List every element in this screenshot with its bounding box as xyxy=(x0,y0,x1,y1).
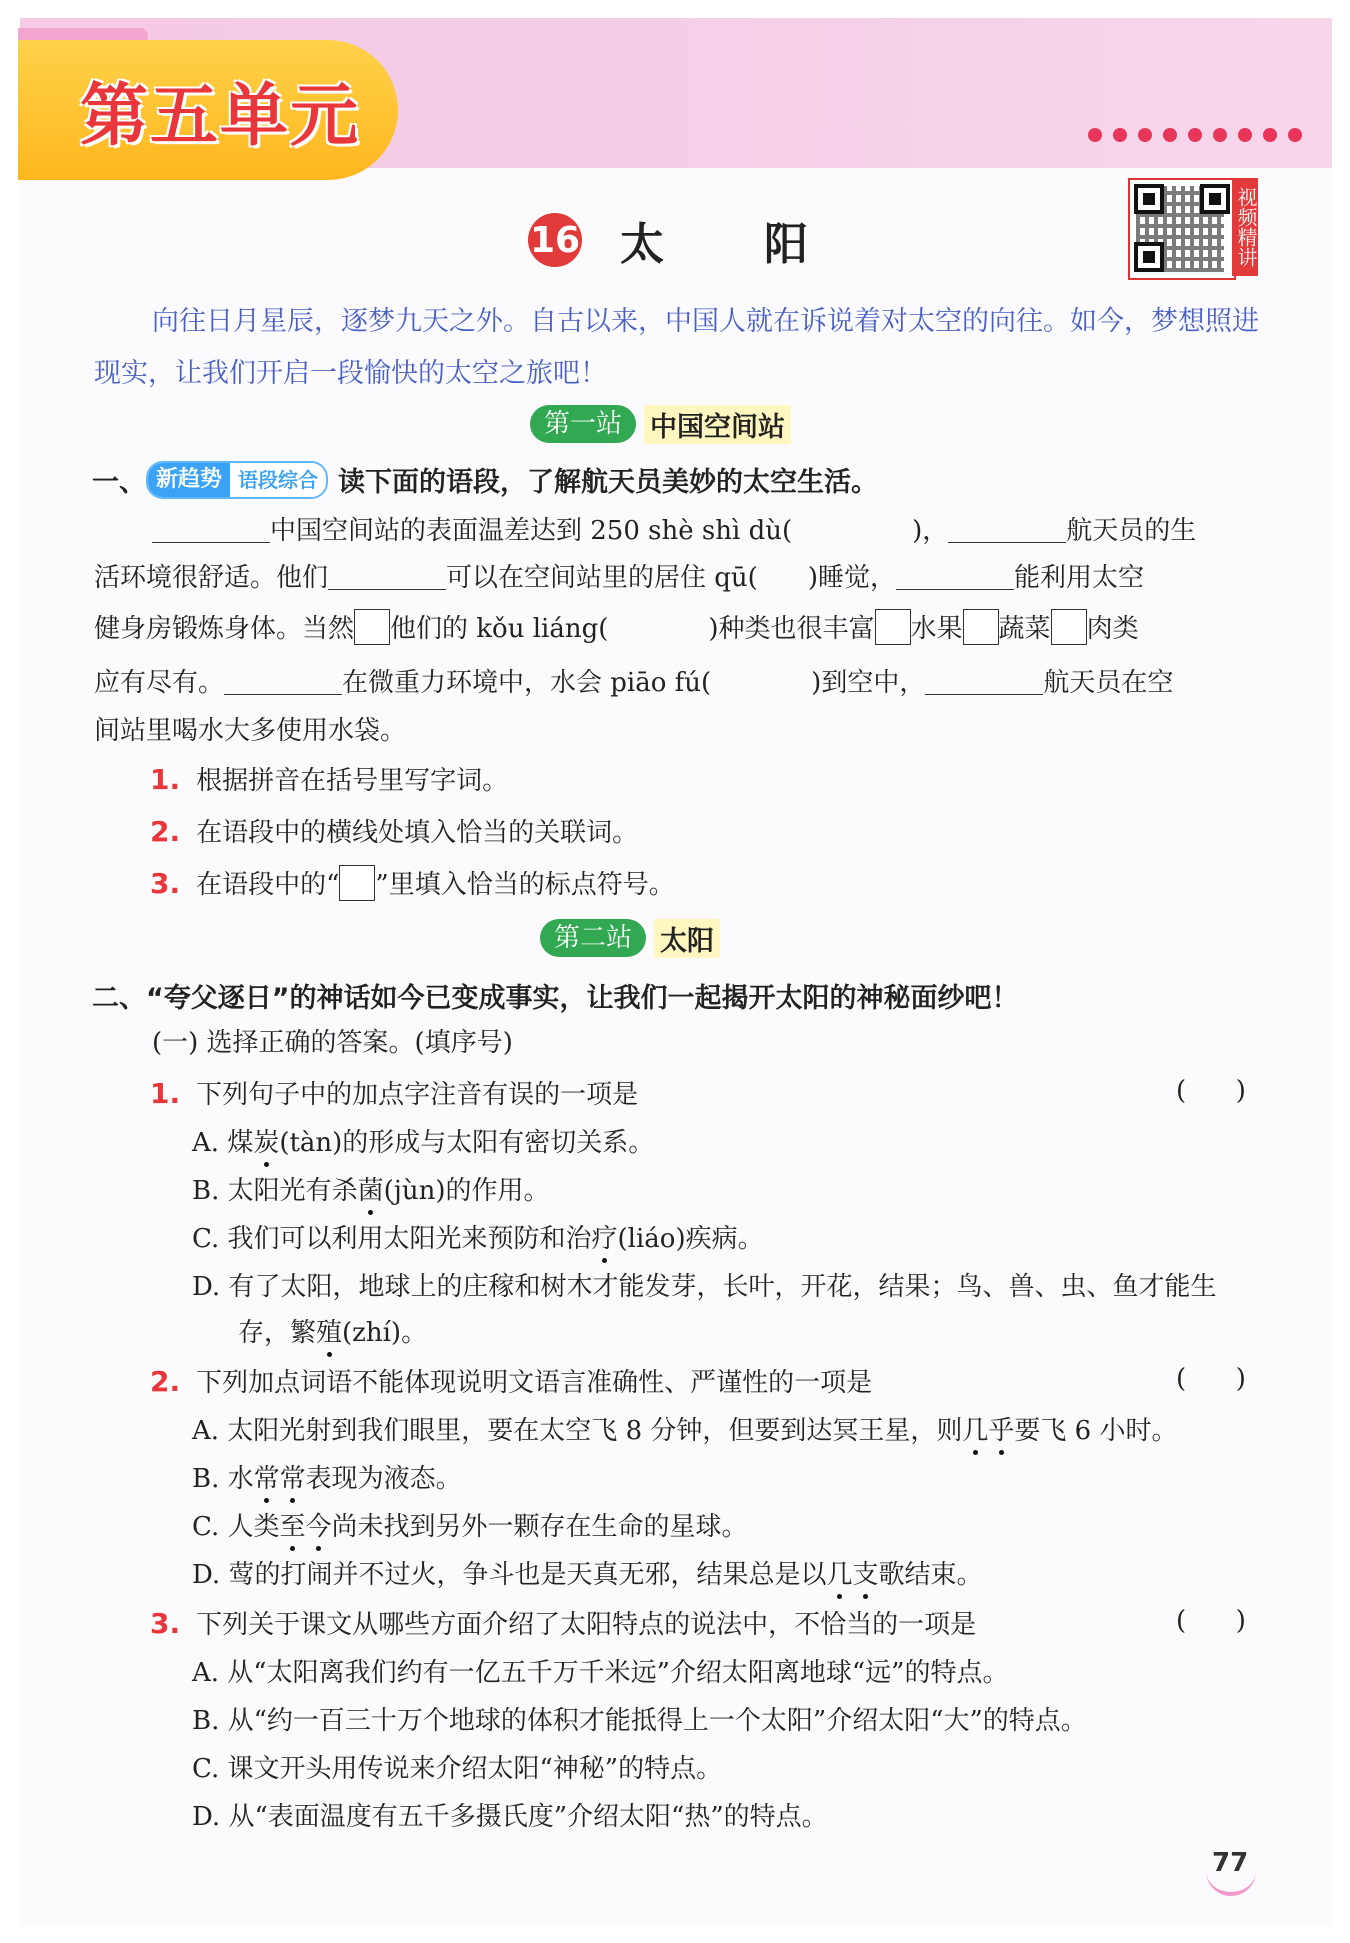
option-1b[interactable]: B. 太阳光有杀菌(jùn)的作用。 xyxy=(192,1176,550,1206)
trend-tag-sub: 语段综合 xyxy=(230,463,326,497)
punctuation-box[interactable] xyxy=(963,609,999,645)
option-2a[interactable]: A. 太阳光射到我们眼里，要在太空飞 8 分钟，但要到达冥王星，则几乎要飞 6 小时。 xyxy=(192,1416,1178,1446)
mc-number: 1. xyxy=(150,1077,181,1110)
mc-number: 3. xyxy=(150,1607,181,1640)
sub-number: 3. xyxy=(150,867,181,900)
question-2-text: “夸父逐日”的神话如今已变成事实，让我们一起揭开太阳的神秘面纱吧！ xyxy=(146,983,1019,1014)
qr-label: 视频精讲 xyxy=(1232,178,1258,276)
option-3b[interactable]: B. 从“约一百三十万个地球的体积才能抵得上一个太阳”介绍太阳“大”的特点。 xyxy=(192,1706,1087,1736)
sub-number: 1. xyxy=(150,763,181,796)
option-2b[interactable]: B. 水常常表现为液态。 xyxy=(192,1464,462,1494)
passage-text: 水果 xyxy=(910,614,963,644)
option-3a[interactable]: A. 从“太阳离我们约有一亿五千万千米远”介绍太阳离地球“远”的特点。 xyxy=(192,1658,1009,1688)
option-1a[interactable]: A. 煤炭(tàn)的形成与太阳有密切关系。 xyxy=(192,1128,655,1158)
station-2-name: 太阳 xyxy=(654,919,720,958)
passage-text: 航天员的生 xyxy=(1066,516,1197,546)
page-number: 77 xyxy=(1212,1848,1249,1878)
passage-line-4 xyxy=(94,662,1173,699)
passage-text: )， xyxy=(912,516,949,546)
station-1-label: 第一站 xyxy=(530,405,636,443)
answer-paren-2[interactable]: ( ) xyxy=(1176,1364,1246,1394)
part-1-instruction: (一) 选择正确的答案。(填序号) xyxy=(152,1028,513,1058)
question-2-heading xyxy=(92,976,1019,1015)
banner-dots xyxy=(1088,128,1302,142)
option-3d[interactable]: D. 从“表面温度有五千多摄氏度”介绍太阳“热”的特点。 xyxy=(192,1802,828,1832)
lesson-number: 16 xyxy=(528,213,582,267)
mc-question-3 xyxy=(150,1604,976,1641)
sub-text: 在语段中的横线处填入恰当的关联词。 xyxy=(196,818,639,848)
question-1-number: 一、 xyxy=(92,467,146,498)
intro-text: 向往日月星辰，逐梦九天之外。自古以来，中国人就在诉说着对太空的向往。如今，梦想照进现实，让我们开启一段愉快的太空之旅吧！ xyxy=(94,306,1259,389)
station-2-label: 第二站 xyxy=(540,919,646,957)
option-2d[interactable]: D. 莺的打闹并不过火，争斗也是天真无邪，结果总是以几支歌结束。 xyxy=(192,1560,983,1590)
answer-paren-1[interactable]: ( ) xyxy=(1176,1076,1246,1106)
mc-question-2 xyxy=(150,1362,872,1399)
passage-text: 航天员在空 xyxy=(1043,668,1174,698)
qr-code-icon[interactable] xyxy=(1128,178,1236,280)
blank[interactable] xyxy=(948,516,1066,543)
passage-text: )睡觉， xyxy=(807,563,896,593)
option-2c[interactable]: C. 人类至今尚未找到另外一颗存在生命的星球。 xyxy=(192,1512,748,1542)
passage-text: 在微重力环境中，水会 piāo fú( xyxy=(342,668,712,698)
unit-title: 第五单元 xyxy=(80,77,361,156)
passage-text: 可以在空间站里的居住 qū( xyxy=(446,563,758,593)
sub-text: ”里填入恰当的标点符号。 xyxy=(375,870,675,900)
passage-text: )种类也很丰富 xyxy=(708,614,875,644)
passage-line-5: 间站里喝水大多使用水袋。 xyxy=(94,716,407,746)
mc-number: 2. xyxy=(150,1365,181,1398)
blank[interactable] xyxy=(896,563,1014,590)
sub-question-2 xyxy=(150,812,638,849)
passage-text: 能利用太空 xyxy=(1013,563,1144,593)
punctuation-box[interactable] xyxy=(1051,609,1087,645)
passage-text: 蔬菜 xyxy=(998,614,1051,644)
passage-text: 中国空间站的表面温差达到 250 shè shì dù( xyxy=(270,516,793,546)
lesson-name: 太阳 xyxy=(620,219,908,270)
option-1c[interactable]: C. 我们可以利用太阳光来预防和治疗(liáo)疾病。 xyxy=(192,1224,764,1254)
option-1d[interactable]: D. 有了太阳，地球上的庄稼和树木才能发芽，长叶，开花，结果；鸟、兽、虫、鱼才能生 xyxy=(192,1272,1217,1302)
station-1-header xyxy=(530,404,791,444)
option-1d-cont[interactable]: 存，繁殖(zhí)。 xyxy=(238,1318,428,1348)
question-2-number: 二、 xyxy=(92,983,146,1014)
mc-stem: 下列句子中的加点字注音有误的一项是 xyxy=(196,1080,639,1110)
punctuation-box-sample xyxy=(339,865,375,901)
trend-tag-main: 新趋势 xyxy=(148,463,230,497)
passage-line-3 xyxy=(94,608,1139,645)
punctuation-box[interactable] xyxy=(354,609,390,645)
blank[interactable] xyxy=(328,563,446,590)
sub-text: 根据拼音在括号里写字词。 xyxy=(196,766,509,796)
blank[interactable] xyxy=(152,516,270,543)
passage-text: 他们的 kǒu liáng( xyxy=(390,614,609,644)
passage-text: 应有尽有。 xyxy=(94,668,225,698)
mc-stem: 下列关于课文从哪些方面介绍了太阳特点的说法中，不恰当的一项是 xyxy=(196,1610,977,1640)
station-2-header xyxy=(540,918,720,958)
sub-number: 2. xyxy=(150,815,181,848)
mc-question-1 xyxy=(150,1074,638,1111)
lesson-title xyxy=(528,210,908,270)
station-1-name: 中国空间站 xyxy=(644,405,791,444)
passage-text: )到空中， xyxy=(811,668,926,698)
passage-text: 肉类 xyxy=(1086,614,1139,644)
passage-line-2 xyxy=(94,557,1144,594)
blank[interactable] xyxy=(925,668,1043,695)
punctuation-box[interactable] xyxy=(875,609,911,645)
sub-text: 在语段中的“ xyxy=(196,870,340,900)
passage-text: 活环境很舒适。他们 xyxy=(94,563,329,593)
option-3c[interactable]: C. 课文开头用传说来介绍太阳“神秘”的特点。 xyxy=(192,1754,723,1784)
trend-tag xyxy=(146,461,328,499)
passage-text: 健身房锻炼身体。当然 xyxy=(94,614,355,644)
sub-question-1 xyxy=(150,760,508,797)
mc-stem: 下列加点词语不能体现说明文语言准确性、严谨性的一项是 xyxy=(196,1368,873,1398)
question-1-text: 读下面的语段，了解航天员美妙的太空生活。 xyxy=(338,467,879,498)
question-1-heading xyxy=(92,460,878,499)
blank[interactable] xyxy=(224,668,342,695)
passage-line-1 xyxy=(152,510,1196,547)
sub-question-3 xyxy=(150,864,675,901)
answer-paren-3[interactable]: ( ) xyxy=(1176,1606,1246,1636)
